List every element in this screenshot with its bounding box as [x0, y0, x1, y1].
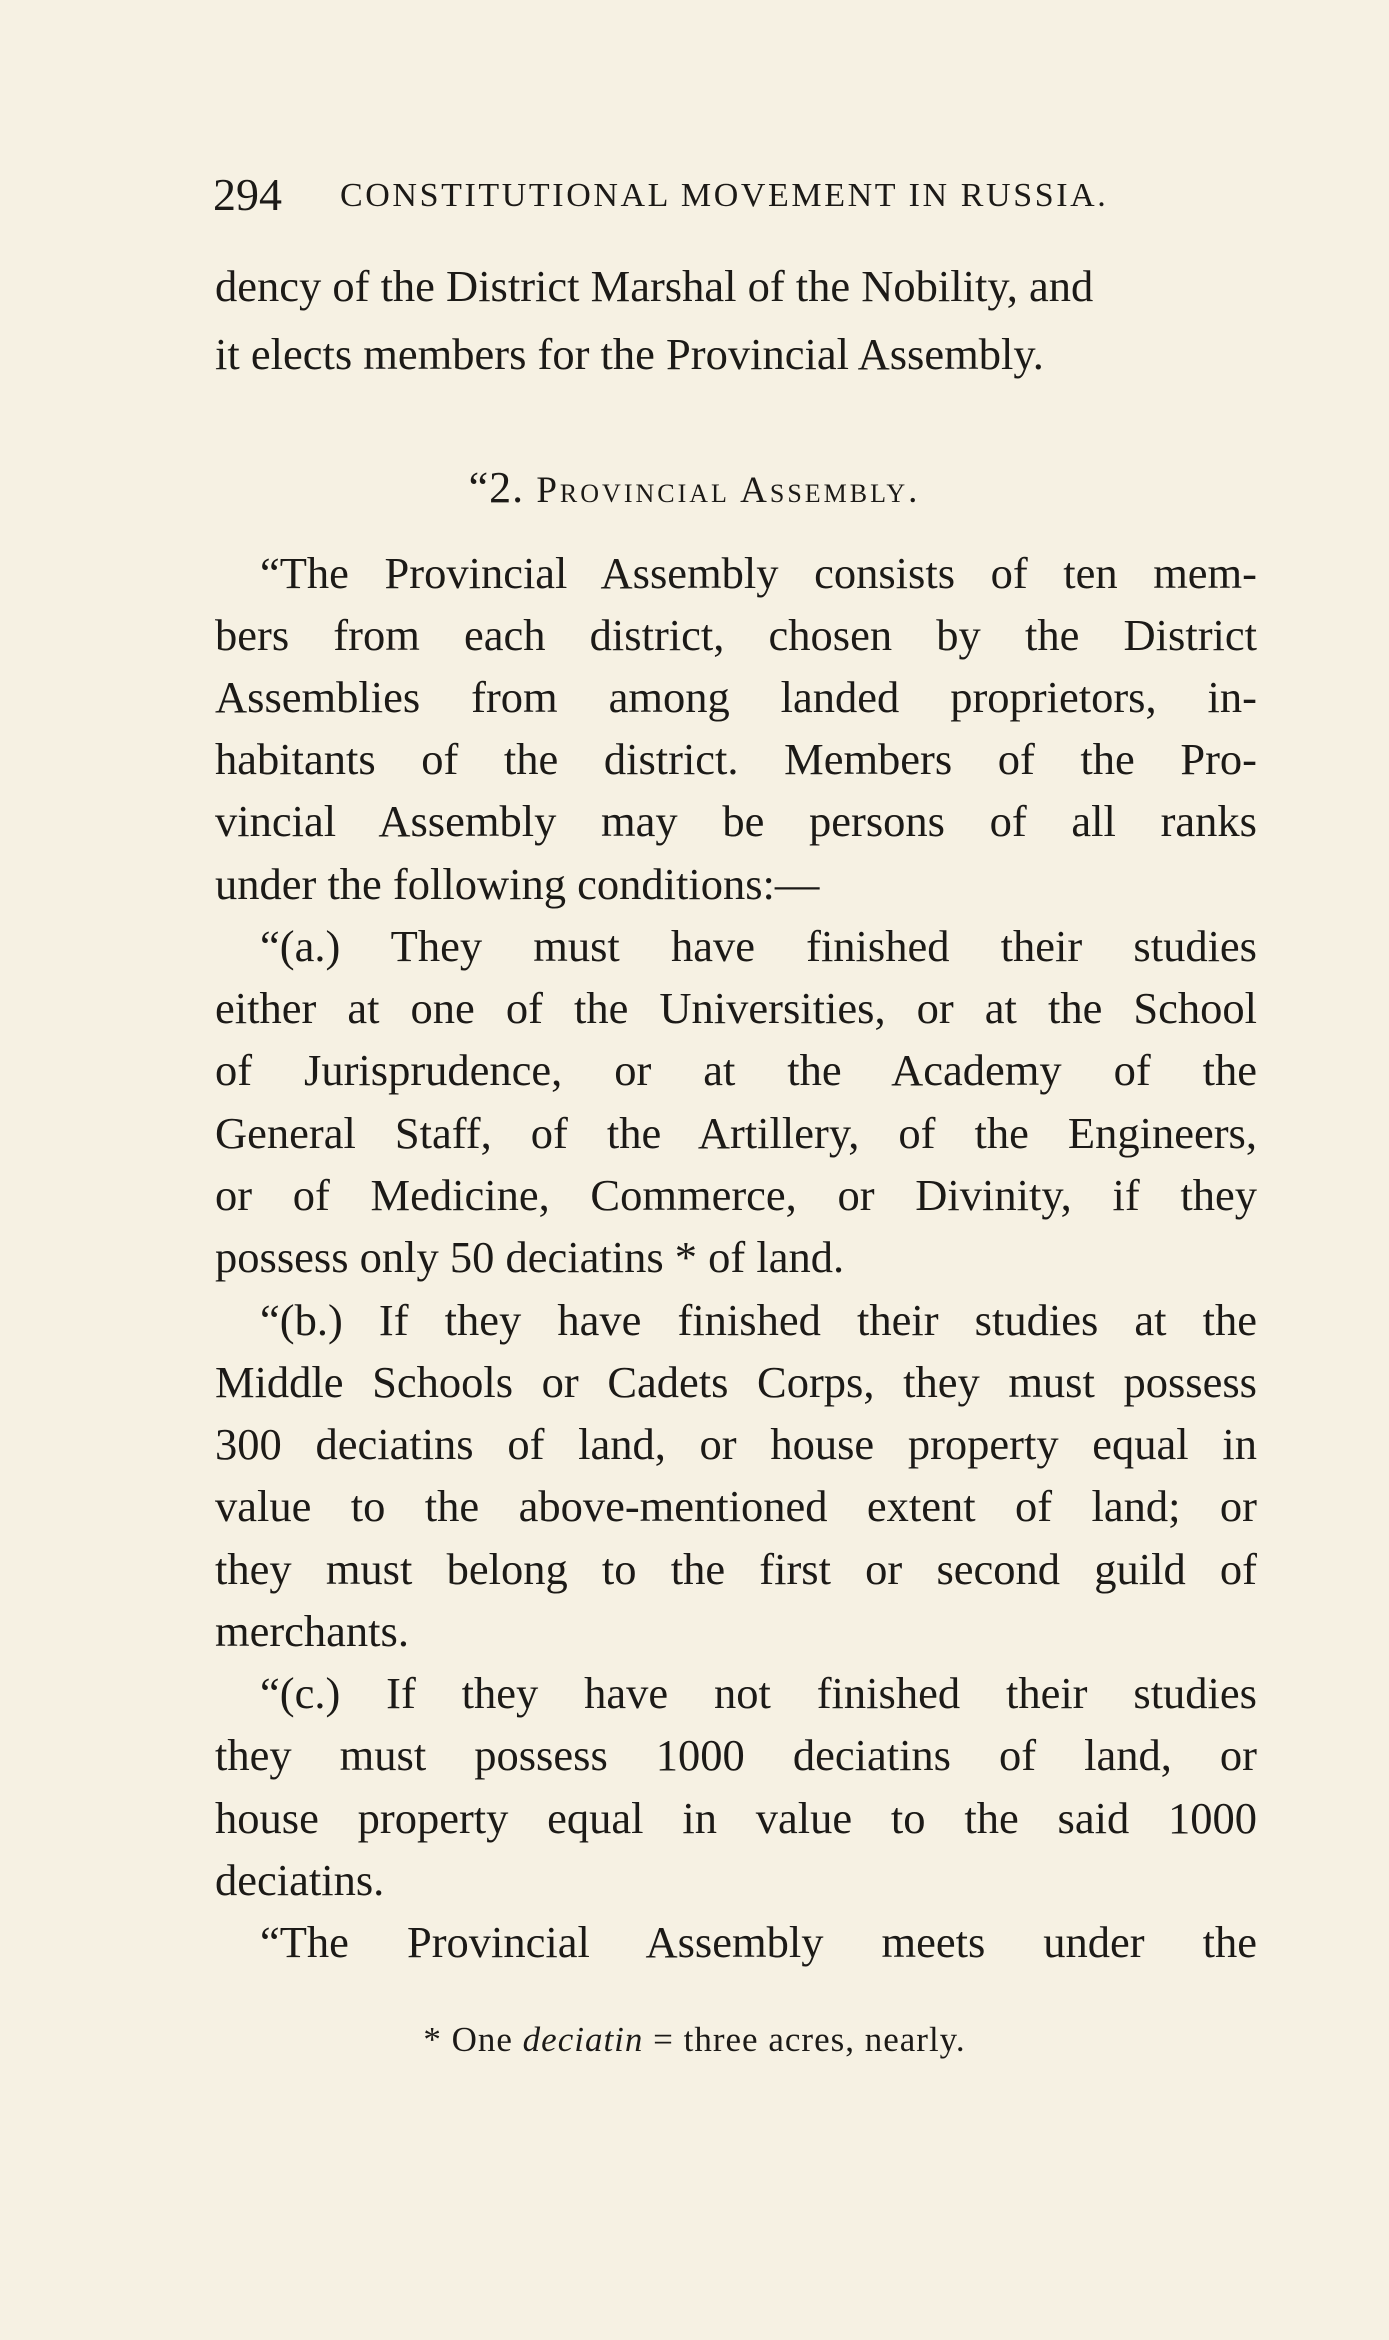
- body-line: possess only 50 deciatins * of land.: [215, 1232, 845, 1282]
- heading-open-quote: “: [468, 463, 490, 512]
- body-line: of Jurisprudence, or at the Academy of the: [215, 1045, 1257, 1095]
- body-line: “The Provincial Assembly consists of ten mem-: [260, 548, 1257, 598]
- body-line: they must belong to the first or second guild of: [215, 1544, 1257, 1594]
- footnote-marker: *: [423, 2020, 442, 2059]
- body-line: either at one of the Universities, or at the School: [215, 983, 1257, 1033]
- body-line: habitants of the district. Members of the Pro-: [215, 734, 1257, 784]
- body-line: under the following conditions:—: [215, 859, 820, 909]
- heading-title: Provincial Assembly.: [536, 470, 921, 511]
- body-line: “(a.) They must have finished their studies: [260, 921, 1257, 971]
- footnote-text-after: = three acres, nearly.: [653, 2020, 966, 2059]
- body-line: value to the above-mentioned extent of land; or: [215, 1481, 1257, 1531]
- section-heading: [0, 458, 1389, 518]
- body-line: “(b.) If they have finished their studies at the: [260, 1295, 1257, 1345]
- footnote-text-before: One: [451, 2020, 513, 2059]
- body-line: “The Provincial Assembly meets under the: [260, 1917, 1257, 1967]
- body-line: Assemblies from among landed proprietors, in-: [215, 672, 1257, 722]
- body-line: or of Medicine, Commerce, or Divinity, if they: [215, 1170, 1257, 1220]
- body-line: deciatins.: [215, 1855, 385, 1905]
- body-line: bers from each district, chosen by the District: [215, 610, 1257, 660]
- body-line: General Staff, of the Artillery, of the Engineers,: [215, 1108, 1257, 1158]
- body-line: they must possess 1000 deciatins of land, or: [215, 1730, 1257, 1780]
- body-line: dency of the District Marshal of the Nobility, and: [215, 261, 1094, 311]
- body-line: it elects members for the Provincial Assembly.: [215, 329, 1044, 379]
- page-number: 294: [213, 169, 282, 220]
- footnote: [0, 2010, 1389, 2070]
- body-line: Middle Schools or Cadets Corps, they must possess: [215, 1357, 1257, 1407]
- body-line: house property equal in value to the said 1000: [215, 1793, 1257, 1843]
- body-line: “(c.) If they have not finished their studies: [260, 1668, 1257, 1718]
- body-line: 300 deciatins of land, or house property equal in: [215, 1419, 1257, 1469]
- footnote-term: deciatin: [522, 2020, 644, 2059]
- body-line: vincial Assembly may be persons of all ranks: [215, 796, 1257, 846]
- running-head: [213, 170, 1213, 220]
- heading-number: 2.: [489, 463, 525, 512]
- body-line: merchants.: [215, 1606, 409, 1656]
- running-title: CONSTITUTIONAL MOVEMENT IN RUSSIA.: [340, 177, 1109, 214]
